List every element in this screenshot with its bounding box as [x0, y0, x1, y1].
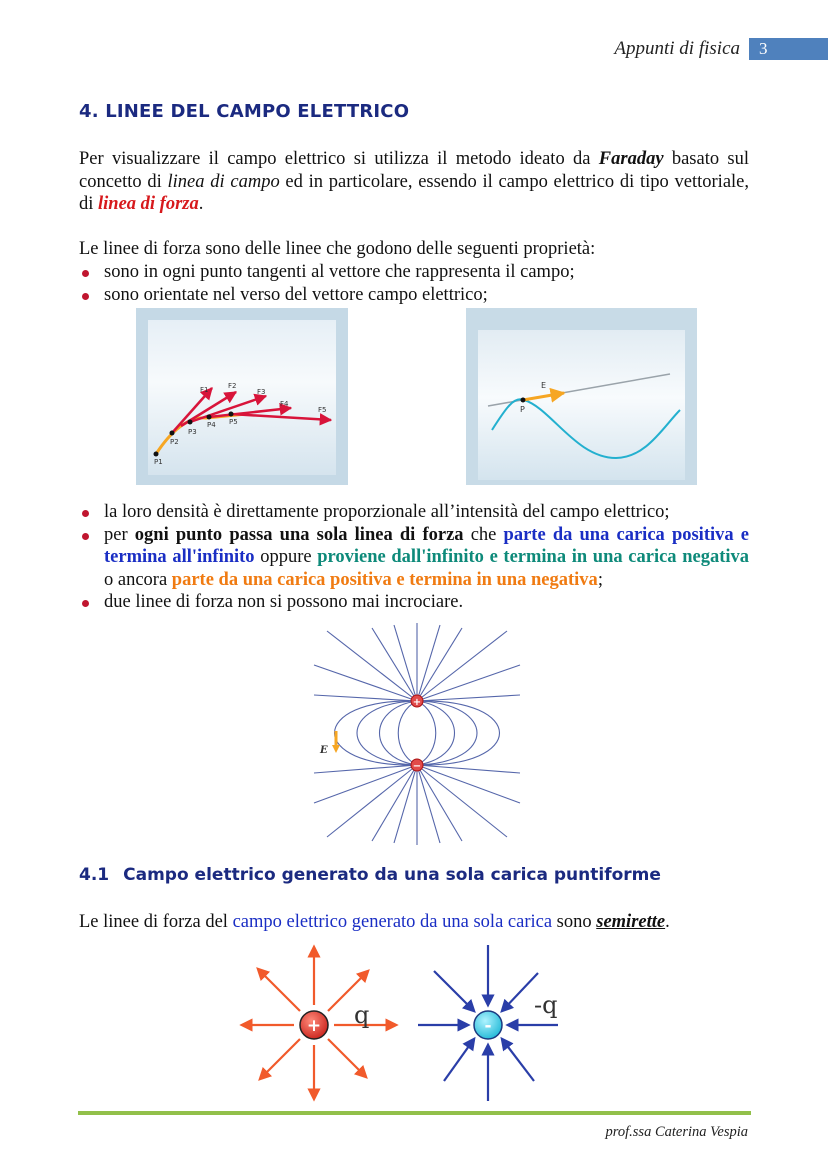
- point-label: P: [520, 405, 525, 414]
- point-charges-figure: [238, 943, 578, 1103]
- negative-charge-label: -q: [534, 991, 558, 1019]
- section-heading: 4. LINEE DEL CAMPO ELETTRICO: [79, 101, 410, 122]
- negative-charge-icon: −: [412, 761, 422, 772]
- properties-list: [79, 261, 749, 306]
- force-label: F3: [257, 388, 266, 396]
- properties-list-2: [79, 501, 749, 614]
- page-number: 3: [749, 38, 828, 60]
- running-header-title: Appunti di fisica: [614, 38, 740, 59]
- footer-rule: [78, 1111, 751, 1115]
- point-label: P5: [229, 418, 238, 426]
- tangent-field-figure: [466, 308, 697, 485]
- negative-charge-icon: -: [484, 1016, 492, 1036]
- positive-charge-label: q: [354, 1001, 370, 1029]
- intro-paragraph: Per visualizzare il campo elettrico si utilizza il metodo ideato da Faraday basato sul concetto di linea di campo ed in particolare, essendo il campo elettrico di tipo vettoriale, di linea di forza.: [79, 149, 750, 214]
- force-label: F5: [318, 406, 327, 414]
- point-label: P3: [188, 428, 197, 436]
- list-item: sono in ogni punto tangenti al vettore che rappresenta il campo;: [79, 261, 749, 284]
- semirette-paragraph: Le linee di forza del campo elettrico generato da una sola carica sono semirette.: [79, 912, 670, 932]
- field-label: E: [541, 381, 547, 390]
- field-label: E: [320, 745, 328, 756]
- point-label: P4: [207, 421, 216, 429]
- properties-intro: Le linee di forza sono delle linee che godono delle seguenti proprietà:: [79, 239, 596, 259]
- point-label: P2: [170, 438, 179, 446]
- point-label: P1: [154, 458, 163, 466]
- positive-charge-icon: +: [306, 1016, 322, 1036]
- positive-charge-icon: +: [412, 697, 422, 708]
- list-item: per ogni punto passa una sola linea di forza che parte da una carica positiva e termina all'infinito oppure proviene dall'infinito e termina in una carica negativa o ancora parte da una carica positiva e termina in una negativa;: [79, 524, 749, 592]
- list-item: sono orientate nel verso del vettore campo elettrico;: [79, 284, 749, 307]
- force-vectors-figure: [136, 308, 348, 485]
- dipole-field-figure: [312, 623, 522, 845]
- force-label: F2: [228, 382, 237, 390]
- subsection-heading: 4.1 Campo elettrico generato da una sola carica puntiforme: [79, 865, 661, 885]
- list-item: due linee di forza non si possono mai incrociare.: [79, 591, 749, 614]
- list-item: la loro densità è direttamente proporzionale all’intensità del campo elettrico;: [79, 501, 749, 524]
- footer-author: prof.ssa Caterina Vespia: [605, 1124, 748, 1140]
- force-label: F4: [280, 400, 289, 408]
- force-label: F1: [200, 386, 209, 394]
